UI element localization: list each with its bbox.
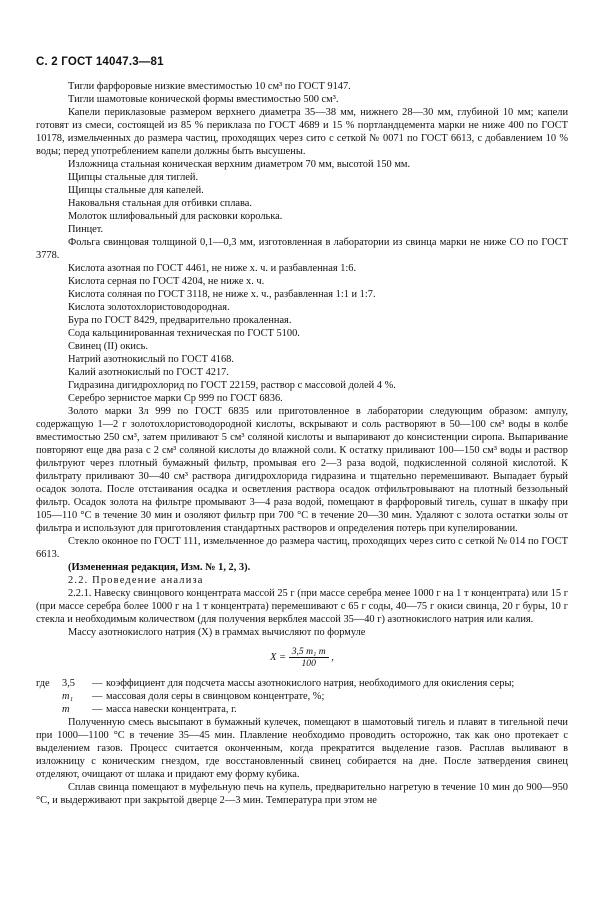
formula-tail: , — [331, 651, 334, 663]
definition-prefix — [36, 690, 62, 703]
definition-row — [36, 690, 568, 703]
list-item: Пинцет. — [68, 224, 104, 235]
list-item: Изложница стальная коническая верхним диаметром 70 мм, высотой 150 мм. — [68, 159, 411, 170]
formula-definitions — [36, 677, 568, 716]
definition-row — [36, 677, 568, 690]
paragraph-2-2-1: 2.2.1. Навеску свинцового концентрата массой 25 г (при массе серебра менее 1000 г на 1 т концентрата) или 15 г (при массе серебра более 1000 г на 1 т концентрата) перемешивают с 65 г соды, 40—75 г окиси свинца, 20 г буры, 10 г стекла и необходимым количеством (для получения веркблея массой 35—40 г) азотнокислого натрия или калия. — [36, 588, 568, 625]
definition-symbol: m₁ — [62, 691, 74, 702]
document-body — [36, 80, 568, 807]
definition-symbol: 3,5 — [62, 678, 75, 689]
formula-lhs: X = — [270, 651, 287, 663]
definition-dash: — — [92, 704, 103, 715]
formula-intro: Массу азотнокислого натрия (X) в граммах вычисляют по формуле — [68, 627, 366, 638]
list-item: Кислота золотохлористоводородная. — [68, 302, 230, 313]
list-item: Сода кальцинированная техническая по ГОСТ 5100. — [68, 328, 300, 339]
list-item: Наковальня стальная для отбивки сплава. — [68, 198, 252, 209]
list-item: Золото марки Зл 999 по ГОСТ 6835 или приготовленное в лаборатории следующим образом: ампулу, содержащую 1—2 г золотохлористоводородной кислоты, вскрывают и соль растворяют в 50—100 см³ воды в колбе вместимостью 250 см³, затем приливают 5 см³ соляной кислоты и выпаривают до консистенции сиропа. Выпаривание повторяют еще два раза с 2 см³ соляной кислоты до влажной соли. К остатку приливают 100—150 см³ воды и раствор фильтруют через плотный бумажный фильтр, промывая его 2—3 раза водой, подкисленной соляной кислотой. К фильтрату приливают 30—40 см³ раствора дигидрохлорида гидразина и тщательно перемешивают. Выпадает бурый осадок золота. После отстаивания осадка и осветления раствора осадок отфильтровывают на плотный беззольный фильтр. Осадок золота на фильтре промывают 3—4 раза водой, помещают в фарфоровый тигель, сушат в шкафу при 105—110 °С в течение 30 мин и озоляют фильтр при 700 °С в течение 20—30 мин. Удаляют с золота остатки золы от фильтра и используют для приготовления стандартных растворов и определения потерь при купелировании. — [36, 406, 568, 534]
list-item: Калий азотнокислый по ГОСТ 4217. — [68, 367, 229, 378]
definition-prefix — [36, 703, 62, 716]
list-item: Капели периклазовые размером верхнего диаметра 35—38 мм, нижнего 28—30 мм, глубиной 10 мм; капели готовят из смеси, состоящей из 85 % периклаза по ГОСТ 4689 и 15 % портландцемента марки не ниже 400 по ГОСТ 10178, измельченных до размера частиц, проходящих через сито с сеткой № 0071 по ГОСТ 6613, с добавлением 10 % воды; перед употреблением капели должны быть высушены. — [36, 107, 568, 157]
definition-symbol: m — [62, 704, 70, 715]
edition-note: (Измененная редакция, Изм. № 1, 2, 3). — [68, 562, 251, 573]
list-item: Щипцы стальные для капелей. — [68, 185, 204, 196]
definition-text: масса навески концентрата, г. — [106, 704, 237, 715]
formula-denominator: 100 — [301, 658, 316, 669]
definition-row — [36, 703, 568, 716]
definition-text: массовая доля серы в свинцовом концентрате, %; — [106, 691, 325, 702]
list-item: Бура по ГОСТ 8429, предварительно прокаленная. — [68, 315, 292, 326]
list-item: Молоток шлифовальный для расковки королька. — [68, 211, 283, 222]
formula-numerator: 3,5 m₁ m — [289, 646, 329, 658]
list-item: Фольга свинцовая толщиной 0,1—0,3 мм, изготовленная в лаборатории из свинца марки не ниже СО по ГОСТ 3778. — [36, 237, 568, 261]
list-item: Тигли фарфоровые низкие вместимостью 10 см³ по ГОСТ 9147. — [68, 81, 351, 92]
paragraph-melting: Полученную смесь высыпают в бумажный кулечек, помещают в шамотовый тигель и плавят в тигельной печи при 1000—1100 °С в течение 35—45 мин. Плавление необходимо проводить осторожно, так как оно протекает с выделением газов. Процесс считается оконченным, когда прекратится выделение газов. Расплав выливают в изложницу с коническим гнездом, где восстановленный свинец собирается на дне. После затвердения свинец отделяют, очищают от шлака и придают ему форму кубика. — [36, 717, 568, 780]
formula — [36, 646, 568, 669]
section-title: 2.2. Проведение анализа — [68, 575, 204, 586]
list-item: Стекло оконное по ГОСТ 111, измельченное до размера частиц, проходящих через сито с сеткой № 014 по ГОСТ 6613. — [36, 536, 568, 560]
list-item: Кислота азотная по ГОСТ 4461, не ниже х. ч. и разбавленная 1:6. — [68, 263, 357, 274]
list-item: Гидразина дигидрохлорид по ГОСТ 22159, раствор с массовой долей 4 %. — [68, 380, 396, 391]
list-item: Щипцы стальные для тиглей. — [68, 172, 199, 183]
list-item: Свинец (II) окись. — [68, 341, 148, 352]
definition-text: коэффициент для подсчета массы азотнокислого натрия, необходимого для окисления серы; — [106, 678, 515, 689]
page-header: С. 2 ГОСТ 14047.3—81 — [36, 56, 164, 68]
list-item: Кислота серная по ГОСТ 4204, не ниже х. ч. — [68, 276, 265, 287]
materials-list — [36, 80, 568, 561]
definition-prefix: где — [36, 678, 50, 689]
list-item: Кислота соляная по ГОСТ 3118, не ниже х. ч., разбавленная 1:1 и 1:7. — [68, 289, 376, 300]
definition-dash: — — [92, 678, 103, 689]
paragraph-cupellation: Сплав свинца помещают в муфельную печь на купель, предварительно нагретую в течение 10 мин до 900—950 °С, и выдерживают при закрытой дверце 2—3 мин. Температура при этом не — [36, 782, 568, 806]
list-item: Натрий азотнокислый по ГОСТ 4168. — [68, 354, 234, 365]
formula-fraction — [289, 646, 329, 669]
definition-dash: — — [92, 691, 103, 702]
list-item: Тигли шамотовые конической формы вместимостью 500 см³. — [68, 94, 339, 105]
list-item: Серебро зернистое марки Ср 999 по ГОСТ 6836. — [68, 393, 283, 404]
